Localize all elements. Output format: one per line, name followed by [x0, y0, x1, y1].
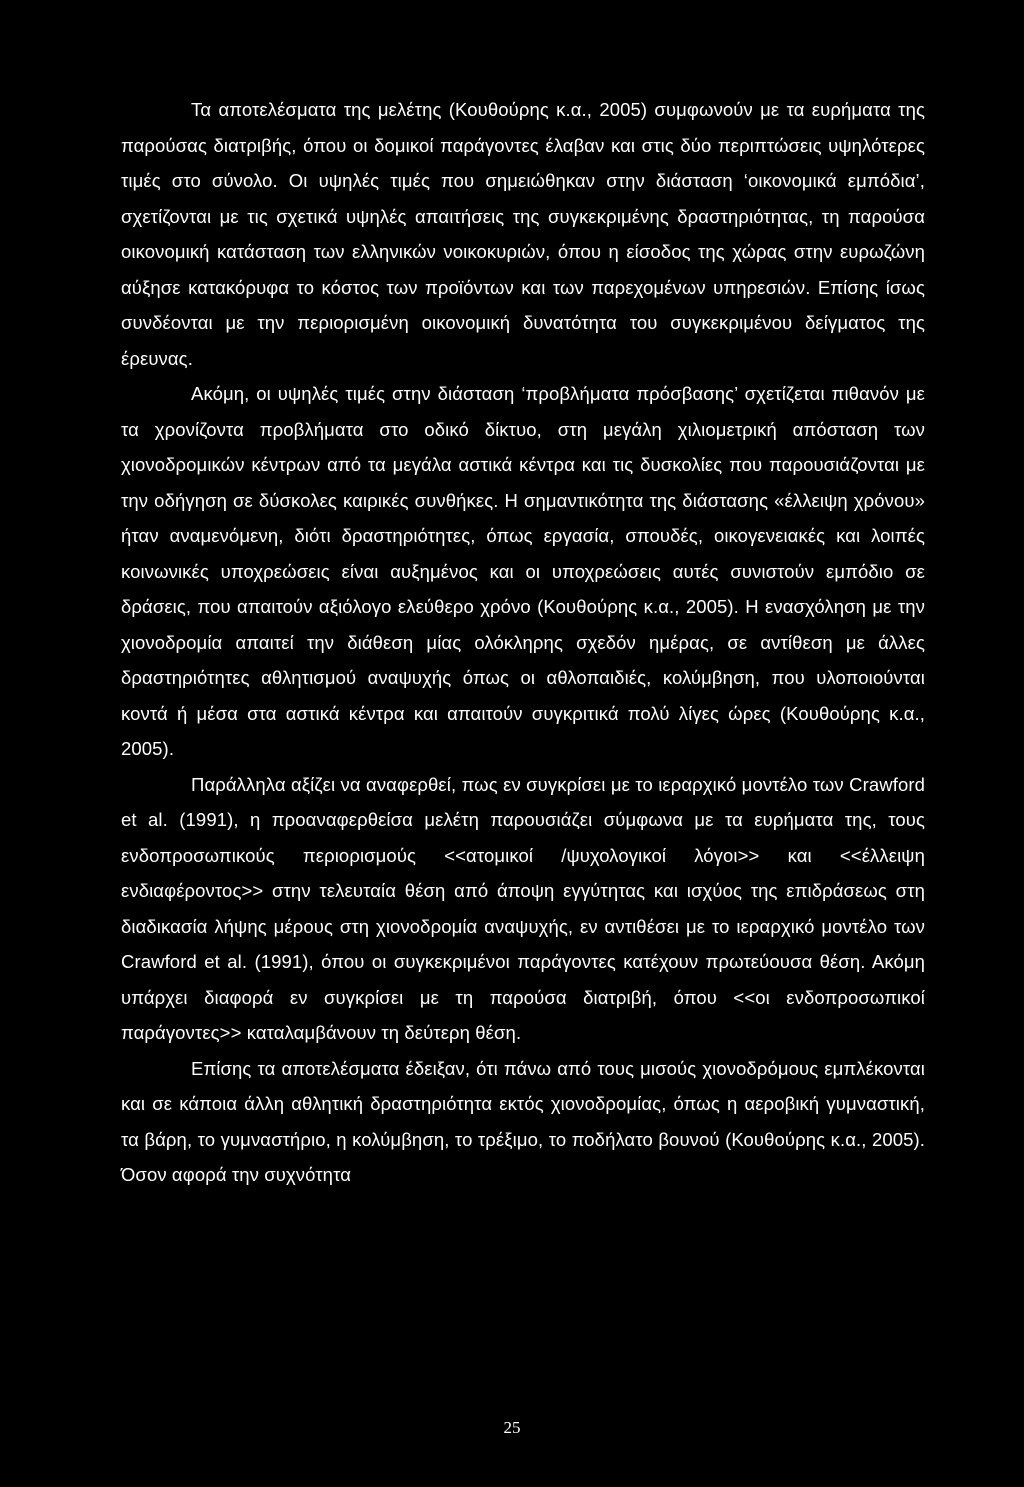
page-number: 25: [503, 1418, 521, 1437]
paragraph-1: Τα αποτελέσματα της μελέτης (Κουθούρης κ.α., 2005) συμφωνούν με τα ευρήματα της παρούσας διατριβής, όπου οι δομικοί παράγοντες έλαβαν και στις δύο περιπτώσεις υψηλότερες τιμές στο σύνολο. Οι υψηλές τιμές που σημειώθηκαν στην διάσταση ‘οικονομικά εμπόδια’, σχετίζονται με τις σχετικά υψηλές απαιτήσεις της συγκεκριμένης δραστηριότητας, τη παρούσα οικονομική κατάσταση των ελληνικών νοικοκυριών, όπου η είσοδος της χώρας στην ευρωζώνη αύξησε κατακόρυφα το κόστος των προϊόντων και των παρεχομένων υπηρεσιών. Επίσης ίσως συνδέονται με την περιορισμένη οικονομική δυνατότητα του συγκεκριμένου δείγματος της έρευνας.: [121, 99, 925, 369]
body-text: [121, 92, 925, 1193]
paragraph-4: Επίσης τα αποτελέσματα έδειξαν, ότι πάνω από τους μισούς χιονοδρόμους εμπλέκονται και σε κάποια άλλη αθλητική δραστηριότητα εκτός χιονοδρομίας, όπως η αεροβική γυμναστική, τα βάρη, το γυμναστήριο, η κολύμβηση, το τρέξιμο, το ποδήλατο βουνού (Κουθούρης κ.α., 2005). Όσον αφορά την συχνότητα: [121, 1057, 925, 1185]
paragraph-3: Παράλληλα αξίζει να αναφερθεί, πως εν συγκρίσει με το ιεραρχικό μοντέλο των Crawford et al. (1991), η προαναφερθείσα μελέτη παρουσιάζει σύμφωνα με τα ευρήματα της, τους ενδοπροσωπικούς περιορισμούς <<ατομικοί /ψυχολογικοί λόγοι>> και <<έλλειψη ενδιαφέροντος>> στην τελευταία θέση από άποψη εγγύτητας και ισχύος της επιδράσεως στη διαδικασία λήψης μέρους στη χιονοδρομία αναψυχής, εν αντιθέσει με το ιεραρχικό μοντέλο των Crawford et al. (1991), όπου οι συγκεκριμένοι παράγοντες κατέχουν πρωτεύουσα θέση. Ακόμη υπάρχει διαφορά εν συγκρίσει με τη παρούσα διατριβή, όπου <<οι ενδοπροσωπικοί παράγοντες>> καταλαμβάνουν τη δεύτερη θέση.: [121, 773, 925, 1043]
paragraph-2: Ακόμη, οι υψηλές τιμές στην διάσταση ‘προβλήματα πρόσβασης’ σχετίζεται πιθανόν με τα χρονίζοντα προβλήματα στο οδικό δίκτυο, στη μεγάλη χιλιομετρική απόσταση των χιονοδρομικών κέντρων από τα μεγάλα αστικά κέντρα και τις δυσκολίες που παρουσιάζονται με την οδήγηση σε δύσκολες καιρικές συνθήκες. Η σημαντικότητα της διάστασης «έλλειψη χρόνου» ήταν αναμενόμενη, διότι δραστηριότητες, όπως εργασία, σπουδές, οικογενειακές και λοιπές κοινωνικές υποχρεώσεις είναι αυξημένος και οι υποχρεώσεις αυτές συνιστούν εμπόδιο σε δράσεις, που απαιτούν αξιόλογο ελεύθερο χρόνο (Κουθούρης κ.α., 2005). Η ενασχόληση με την χιονοδρομία απαιτεί την διάθεση μίας ολόκληρης σχεδόν ημέρας, σε αντίθεση με άλλες δραστηριότητες αθλητισμού αναψυχής όπως οι αθλοπαιδιές, κολύμβηση, που υλοποιούνται κοντά ή μέσα στα αστικά κέντρα και απαιτούν συγκριτικά πολύ λίγες ώρες (Κουθούρης κ.α., 2005).: [121, 383, 925, 759]
